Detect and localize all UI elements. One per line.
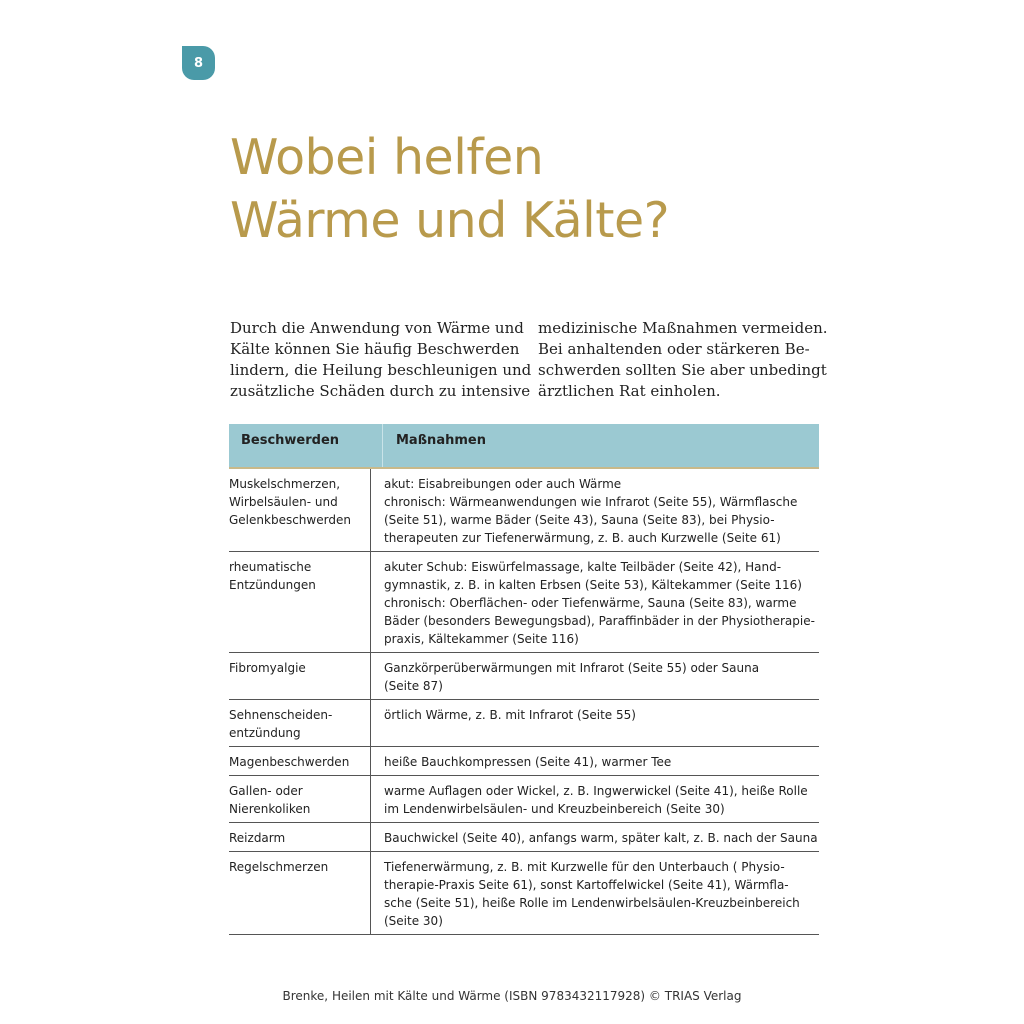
complaint-cell bbox=[229, 776, 370, 822]
complaint-cell bbox=[229, 823, 370, 851]
complaint-cell bbox=[229, 747, 370, 775]
measure-line: (Seite 30) bbox=[384, 914, 443, 928]
measure-line: chronisch: Oberflächen- oder Tiefenwärme, Sauna (Seite 83), warme bbox=[384, 596, 797, 610]
intro-line: medizinische Maßnahmen vermeiden. bbox=[538, 319, 828, 337]
table-body bbox=[229, 469, 819, 935]
intro-column-left bbox=[230, 318, 531, 402]
table-row bbox=[229, 747, 819, 776]
measure-line: Ganzkörperüberwärmungen mit Infrarot (Seite 55) oder Sauna bbox=[384, 661, 760, 675]
measure-line: Tiefenerwärmung, z. B. mit Kurzwelle für den Unterbauch ( Physio- bbox=[384, 860, 785, 874]
measures-cell bbox=[370, 552, 819, 652]
complaint-line: rheumatische bbox=[229, 560, 312, 574]
complaint-line: Sehnenscheiden- bbox=[229, 708, 333, 722]
intro-line: zusätzliche Schäden durch zu intensive bbox=[230, 382, 531, 400]
table-row bbox=[229, 700, 819, 747]
measures-cell bbox=[370, 653, 819, 699]
complaint-line: Fibromyalgie bbox=[229, 661, 306, 675]
complaint-cell bbox=[229, 852, 370, 934]
measure-line: therapie-Praxis Seite 61), sonst Kartoffelwickel (Seite 41), Wärmfla- bbox=[384, 878, 789, 892]
table-header bbox=[229, 424, 819, 469]
complaint-cell bbox=[229, 700, 370, 746]
measure-line: (Seite 87) bbox=[384, 679, 443, 693]
measure-line: chronisch: Wärmeanwendungen wie Infrarot (Seite 55), Wärmflasche bbox=[384, 495, 798, 509]
measures-cell bbox=[370, 852, 819, 934]
intro-line: Durch die Anwendung von Wärme und bbox=[230, 319, 524, 337]
treatment-table bbox=[229, 424, 819, 935]
complaint-cell bbox=[229, 552, 370, 652]
header-measures: Maßnahmen bbox=[382, 424, 819, 467]
measure-line: therapeuten zur Tiefenerwärmung, z. B. auch Kurzwelle (Seite 61) bbox=[384, 531, 781, 545]
measure-line: (Seite 51), warme Bäder (Seite 43), Sauna (Seite 83), bei Physio- bbox=[384, 513, 775, 527]
complaint-line: Reizdarm bbox=[229, 831, 286, 845]
intro-line: ärztlichen Rat einholen. bbox=[538, 382, 721, 400]
complaint-line: Gallen- oder bbox=[229, 784, 303, 798]
complaint-line: Magenbeschwerden bbox=[229, 755, 350, 769]
intro-line: Kälte können Sie häufig Beschwerden bbox=[230, 340, 520, 358]
table-row bbox=[229, 469, 819, 552]
table-row bbox=[229, 552, 819, 653]
measure-line: akut: Eisabreibungen oder auch Wärme bbox=[384, 477, 622, 491]
complaint-line: Wirbelsäulen- und bbox=[229, 495, 338, 509]
table-row bbox=[229, 823, 819, 852]
measure-line: sche (Seite 51), heiße Rolle im Lendenwirbelsäulen-Kreuzbeinbereich bbox=[384, 896, 800, 910]
complaint-line: Gelenkbeschwerden bbox=[229, 513, 351, 527]
complaint-cell bbox=[229, 469, 370, 551]
measure-line: akuter Schub: Eiswürfelmassage, kalte Teilbäder (Seite 42), Hand- bbox=[384, 560, 782, 574]
header-complaints: Beschwerden bbox=[241, 433, 340, 448]
table-row bbox=[229, 852, 819, 935]
complaint-line: Regelschmerzen bbox=[229, 860, 329, 874]
title-line: Wärme und Kälte? bbox=[230, 192, 670, 249]
intro-line: Bei anhaltenden oder stärkeren Be- bbox=[538, 340, 810, 358]
complaint-line: Entzündungen bbox=[229, 578, 316, 592]
complaint-line: Muskelschmerzen, bbox=[229, 477, 341, 491]
complaint-line: entzündung bbox=[229, 726, 301, 740]
measure-line: im Lendenwirbelsäulen- und Kreuzbeinbereich (Seite 30) bbox=[384, 802, 725, 816]
measures-cell bbox=[370, 747, 819, 775]
measures-cell bbox=[370, 776, 819, 822]
measure-line: warme Auflagen oder Wickel, z. B. Ingwerwickel (Seite 41), heiße Rolle bbox=[384, 784, 808, 798]
intro-line: lindern, die Heilung beschleunigen und bbox=[230, 361, 532, 379]
complaint-cell bbox=[229, 653, 370, 699]
measure-line: örtlich Wärme, z. B. mit Infrarot (Seite 55) bbox=[384, 708, 636, 722]
measures-cell bbox=[370, 823, 819, 851]
measure-line: gymnastik, z. B. in kalten Erbsen (Seite 53), Kältekammer (Seite 116) bbox=[384, 578, 802, 592]
measure-line: praxis, Kältekammer (Seite 116) bbox=[384, 632, 579, 646]
page-number-badge: 8 bbox=[182, 46, 215, 80]
table-row bbox=[229, 653, 819, 700]
measure-line: Bäder (besonders Bewegungsbad), Paraffinbäder in der Physiotherapie- bbox=[384, 614, 815, 628]
measures-cell bbox=[370, 469, 819, 551]
measure-line: Bauchwickel (Seite 40), anfangs warm, später kalt, z. B. nach der Sauna bbox=[384, 831, 818, 845]
footer-citation: Brenke, Heilen mit Kälte und Wärme (ISBN 9783432117928) © TRIAS Verlag bbox=[282, 989, 742, 1003]
intro-line: schwerden sollten Sie aber unbedingt bbox=[538, 361, 827, 379]
complaint-line: Nierenkoliken bbox=[229, 802, 311, 816]
measure-line: heiße Bauchkompressen (Seite 41), warmer Tee bbox=[384, 755, 672, 769]
intro-column-right bbox=[538, 318, 828, 402]
table-row bbox=[229, 776, 819, 823]
page-title bbox=[230, 126, 669, 252]
measures-cell bbox=[370, 700, 819, 746]
title-line: Wobei helfen bbox=[230, 129, 544, 186]
